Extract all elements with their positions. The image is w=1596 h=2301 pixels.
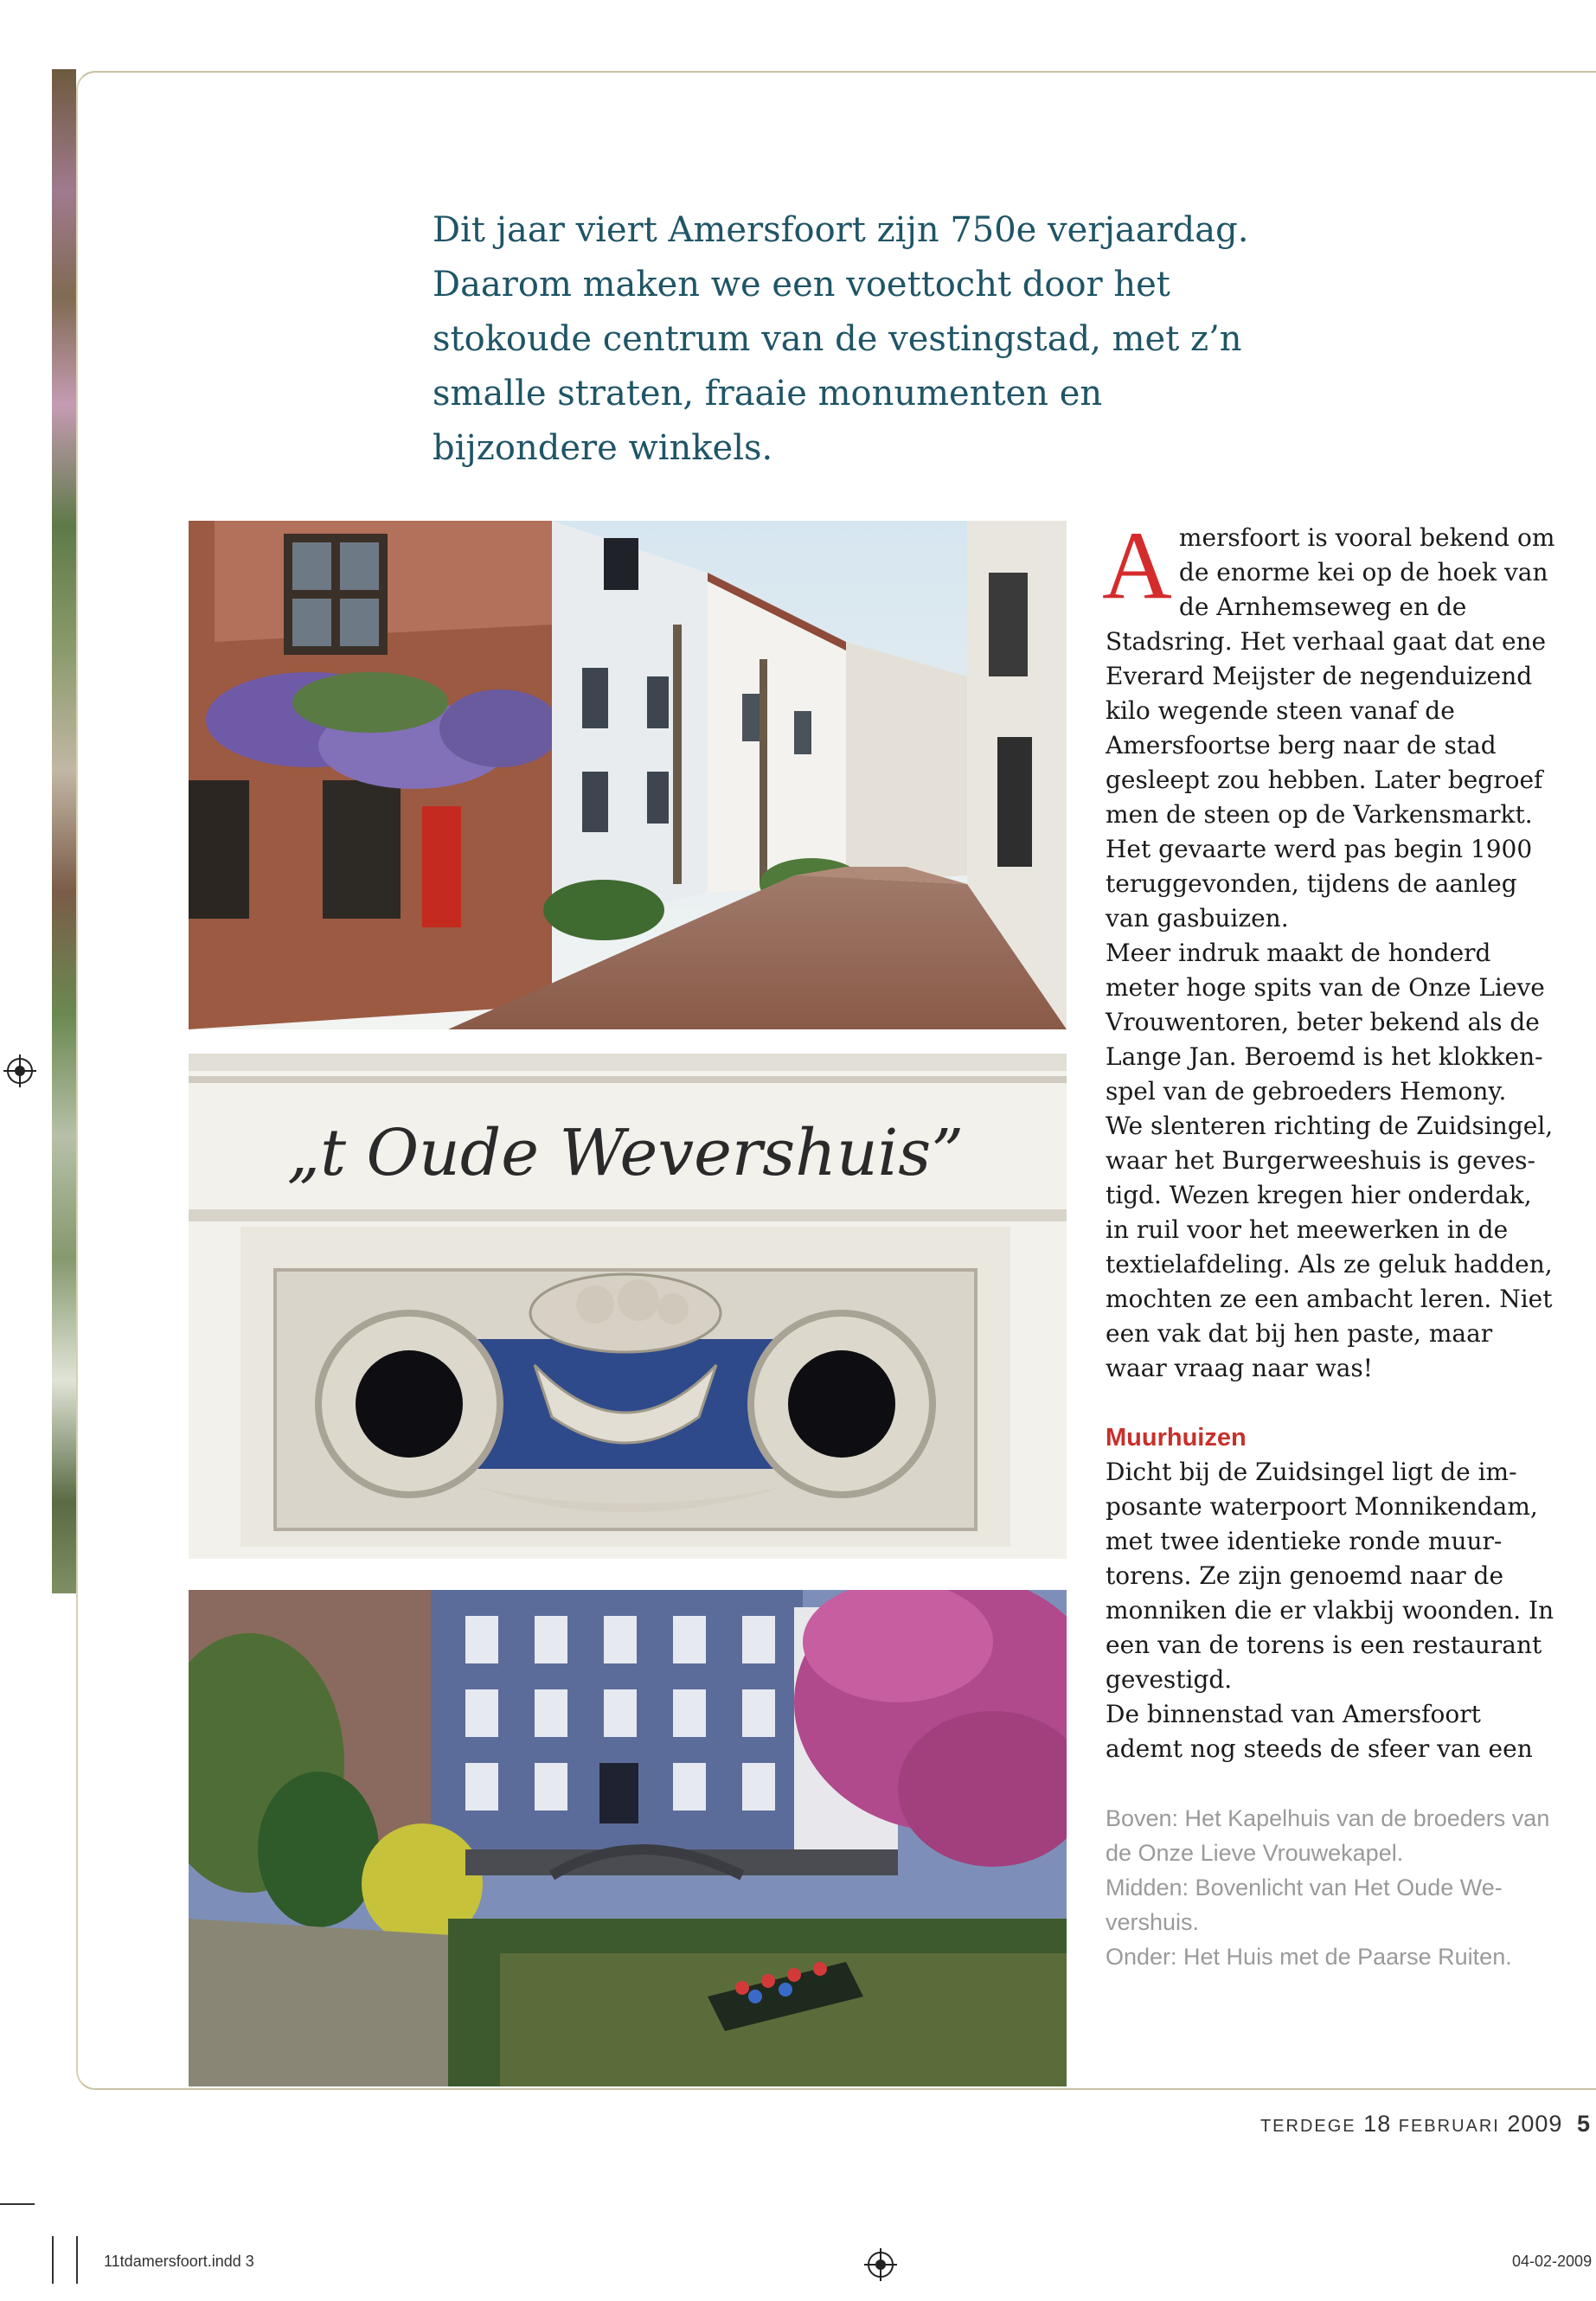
article-paragraph: Meer indruk maakt de honderd meter hoge spits van de Onze Lieve Vrouwentoren, beter bekend als de Lange Jan. Beroemd is het klokkenspel van de gebroeders Hemony. <box>1106 939 1545 1106</box>
caption-bottom: Onder: Het Huis met de Paarse Ruiten. <box>1106 1944 1512 1970</box>
article-paragraph: Dicht bij de Zuidsingel ligt de imposante waterpoort Monnikendam, met twee identieke ronde muurtorens. Ze zijn genoemd naar de monniken die er vlakbij woonden. In een van de torens is een restaurant gevestigd. <box>1106 1458 1554 1694</box>
article-paragraph: We slenteren richting de Zuidsingel, waar het Burgerweeshuis is gevestigd. Wezen kregen hier onderdak, in ruil voor het meewerken in de textielafdeling. Als ze geluk hadden, mochten ze een ambacht leren. Niet een vak dat bij hen paste, maar waar vraag naar was! <box>1106 1112 1554 1382</box>
crop-mark <box>0 2203 35 2205</box>
crop-mark <box>52 2236 54 2284</box>
slug-filename: 11tdamersfoort.indd 3 <box>104 2253 254 2270</box>
photo-paarse-ruiten <box>189 1590 1067 2086</box>
article-paragraph: De binnenstad van Amersfoort ademt nog steeds de sfeer van een <box>1106 1700 1533 1763</box>
article-paragraph: mersfoort is vooral bekend om de enorme kei op de hoek van de Arnhemseweg en de Stadsring. Het verhaal gaat dat ene Everard Meijster de negenduizend kilo wegende steen vanaf de Amersfoortse berg naar de stad gesleept zou hebben. Later begroef men de steen op de Varkensmarkt. Het gevaarte werd pas begin 1900 teruggevonden, tijdens de aanleg van gasbuizen. <box>1106 523 1555 933</box>
section-heading: Muurhuizen <box>1106 1424 1247 1452</box>
article-body <box>1102 512 1555 1766</box>
footer-month: FEBRUARI <box>1398 2117 1500 2136</box>
crop-mark <box>76 2236 78 2284</box>
slug-date: 04-02-2009 <box>1512 2253 1593 2270</box>
registration-mark-icon <box>7 1058 33 1084</box>
page-footer <box>1260 2111 1591 2138</box>
photo-oude-wevershuis <box>189 1054 1067 1559</box>
canal-illustration <box>189 1590 1067 2086</box>
drop-cap: A <box>1102 512 1172 619</box>
caption-top: Boven: Het Kapelhuis van de broeders van de Onze Lieve Vrouwekapel. <box>1106 1805 1550 1866</box>
photo-captions <box>1106 1801 1555 1974</box>
registration-mark-icon <box>868 2252 894 2278</box>
ornament-illustration <box>189 1054 1067 1559</box>
page-number: 5 <box>1576 2111 1591 2137</box>
edge-photo-strip <box>52 69 76 1593</box>
street-illustration <box>189 521 1067 1029</box>
magazine-name: TERDEGE <box>1259 2117 1356 2136</box>
sign-lettering: „t Oude Wevershuis” <box>286 1116 965 1190</box>
footer-year: 2009 <box>1507 2111 1563 2137</box>
caption-middle: Midden: Bovenlicht van Het Oude Wevershuis. <box>1106 1875 1503 1935</box>
photo-kapelhuis-street <box>189 521 1067 1029</box>
intro-text: Dit jaar viert Amersfoort zijn 750e verjaardag. Daarom maken we een voettocht door het stokoude centrum van de vestingstad, met z’n smalle straten, fraaie monumenten en bijzondere winkels. <box>433 210 1249 468</box>
footer-day: 18 <box>1363 2111 1392 2137</box>
